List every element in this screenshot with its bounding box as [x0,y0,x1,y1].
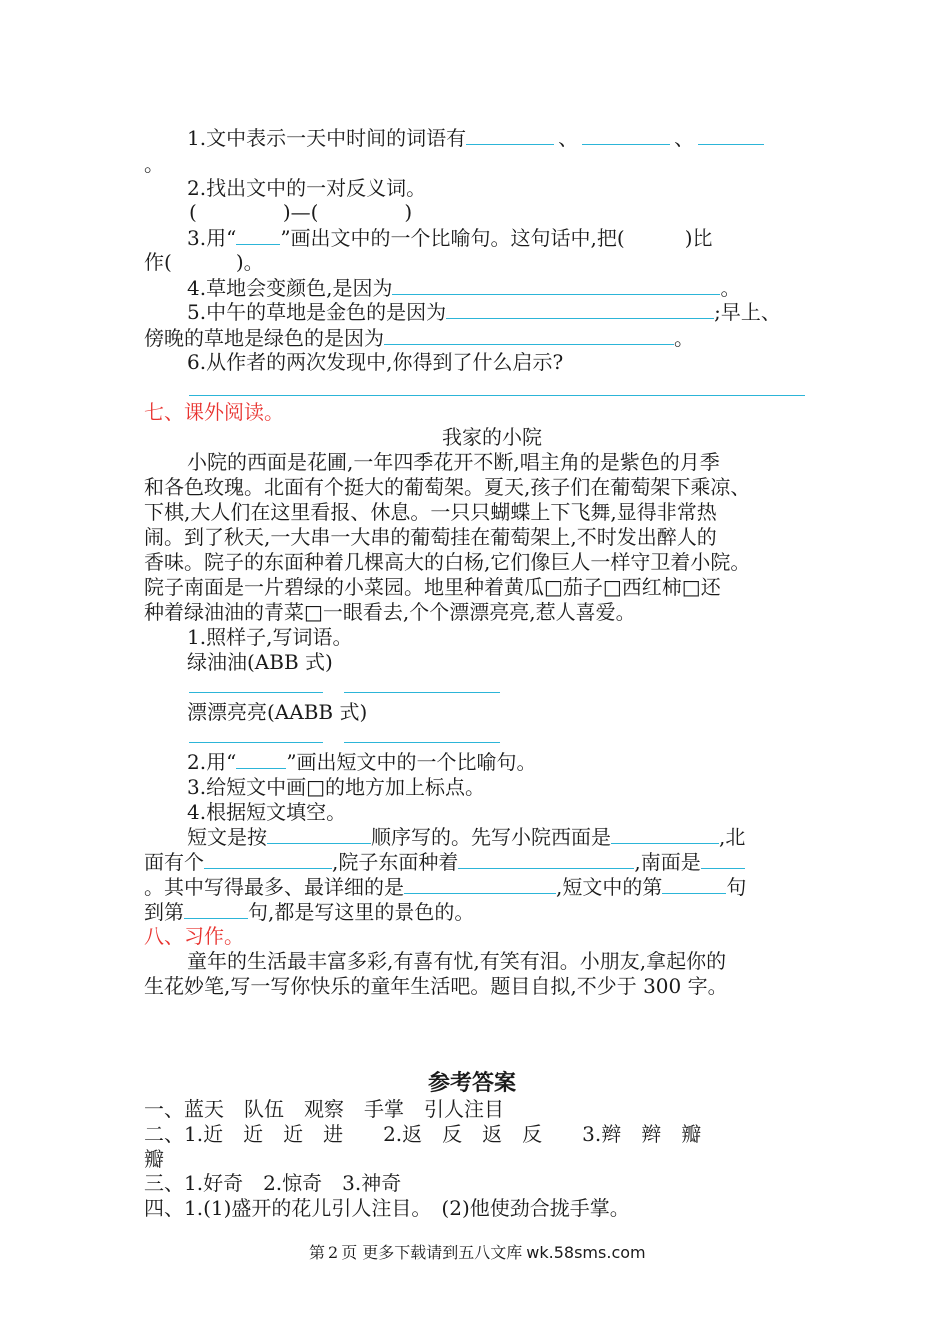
q3-line: 3.用“ ”画出文中的一个比喻句。这句话中,把( )比 [187,226,713,250]
q2-parens: ( )—( ) [189,200,413,224]
answer-blank[interactable] [344,674,500,693]
passage-line: 香味。院子的东面种着几棵高大的白杨,它们像巨人一样守卫着小院。 [144,550,751,574]
answer-blank[interactable] [446,300,714,319]
answer-blank[interactable] [404,875,556,894]
answer-blank[interactable] [662,875,726,894]
q3-line2: 作( )。 [144,250,264,274]
answer-blank[interactable] [611,825,719,844]
answer-line: 四、1.(1)盛开的花儿引人注目。 (2)他使劲合拢手掌。 [144,1196,630,1220]
s7-q3: 3.给短文中画□的地方加上标点。 [187,775,485,799]
s7-example1: 绿油油(ABB 式) [187,650,333,674]
q2-line: 2.找出文中的一对反义词。 [187,176,427,200]
passage-line: 小院的西面是花圃,一年四季花开不断,唱主角的是紫色的月季 [187,450,720,474]
answer-blank[interactable] [184,900,248,919]
answer-blank[interactable] [582,126,670,145]
answer-blank[interactable] [189,674,323,693]
q5-line2: 傍晚的草地是绿色的是因为 。 [144,326,694,350]
fill-line: 。其中写得最多、最详细的是 ,短文中的第 句 [144,875,747,899]
s7-q4: 4.根据短文填空。 [187,800,347,824]
answer-blank[interactable] [458,850,634,869]
fill-line: 短文是按 顺序写的。先写小院西面是 ,北 [187,825,746,849]
essay-prompt-line: 生花妙笔,写一写你快乐的童年生活吧。题目自拟,不少于 300 字。 [144,974,728,998]
fill-line: 到第 句,都是写这里的景色的。 [144,900,475,924]
passage-title: 我家的小院 [442,425,542,449]
fill-line: 面有个 ,院子东面种着 ,南面是 [144,850,745,874]
page-footer: 第 2 页 更多下载请到五八文库 wk.58sms.com [309,1243,646,1262]
q4-line: 4.草地会变颜色,是因为 。 [187,276,741,300]
passage-line: 院子南面是一片碧绿的小菜园。地里种着黄瓜□茄子□西红柿□还 [144,575,721,599]
answer-blank[interactable] [189,724,323,743]
essay-prompt-line: 童年的生活最丰富多彩,有喜有忧,有笑有泪。小朋友,拿起你的 [187,949,727,973]
passage-line: 下棋,大人们在这里看报、休息。一只只蝴蝶上下飞舞,显得非常热 [144,500,717,524]
answer-blank[interactable] [384,326,674,345]
s7-q1: 1.照样子,写词语。 [187,625,353,649]
answer-line: 瓣 [144,1147,164,1171]
q6-line: 6.从作者的两次发现中,你得到了什么启示? [187,350,564,374]
passage-line: 种着绿油油的青菜□一眼看去,个个漂漂亮亮,惹人喜爱。 [144,600,636,624]
q1-end: 。 [144,152,164,176]
s7-example2: 漂漂亮亮(AABB 式) [187,700,368,724]
answer-blank[interactable] [267,825,371,844]
answer-line: 三、1.好奇 2.惊奇 3.神奇 [144,1171,402,1195]
section8-heading: 八、习作。 [144,924,244,948]
answer-line: 二、1.近 近 近 进 2.返 反 返 反 3.辫 辫 瓣 [144,1122,702,1146]
answer-blank[interactable] [204,850,332,869]
footer-site-link[interactable]: wk.58sms.com [526,1243,646,1262]
answer-blank[interactable] [344,724,500,743]
q1-line: 1.文中表示一天中时间的词语有 、 、 [187,126,764,150]
answer-line: 一、蓝天 队伍 观察 手掌 引人注目 [144,1097,504,1121]
answer-blank[interactable] [466,126,554,145]
answer-blank[interactable] [189,377,805,396]
answer-blank[interactable] [392,276,720,295]
answer-blank[interactable] [236,226,280,245]
passage-line: 和各色玫瑰。北面有个挺大的葡萄架。夏天,孩子们在葡萄架下乘凉、 [144,475,751,499]
answers-title: 参考答案 [428,1070,517,1096]
section7-heading: 七、课外阅读。 [144,400,284,424]
answer-blank[interactable] [698,126,764,145]
q5-line: 5.中午的草地是金色的是因为 ;早上、 [187,300,781,324]
s7-q2: 2.用“ ”画出短文中的一个比喻句。 [187,750,537,774]
passage-line: 闹。到了秋天,一大串一大串的葡萄挂在葡萄架上,不时发出醉人的 [144,525,717,549]
answer-blank[interactable] [701,850,745,869]
answer-blank[interactable] [236,750,286,769]
